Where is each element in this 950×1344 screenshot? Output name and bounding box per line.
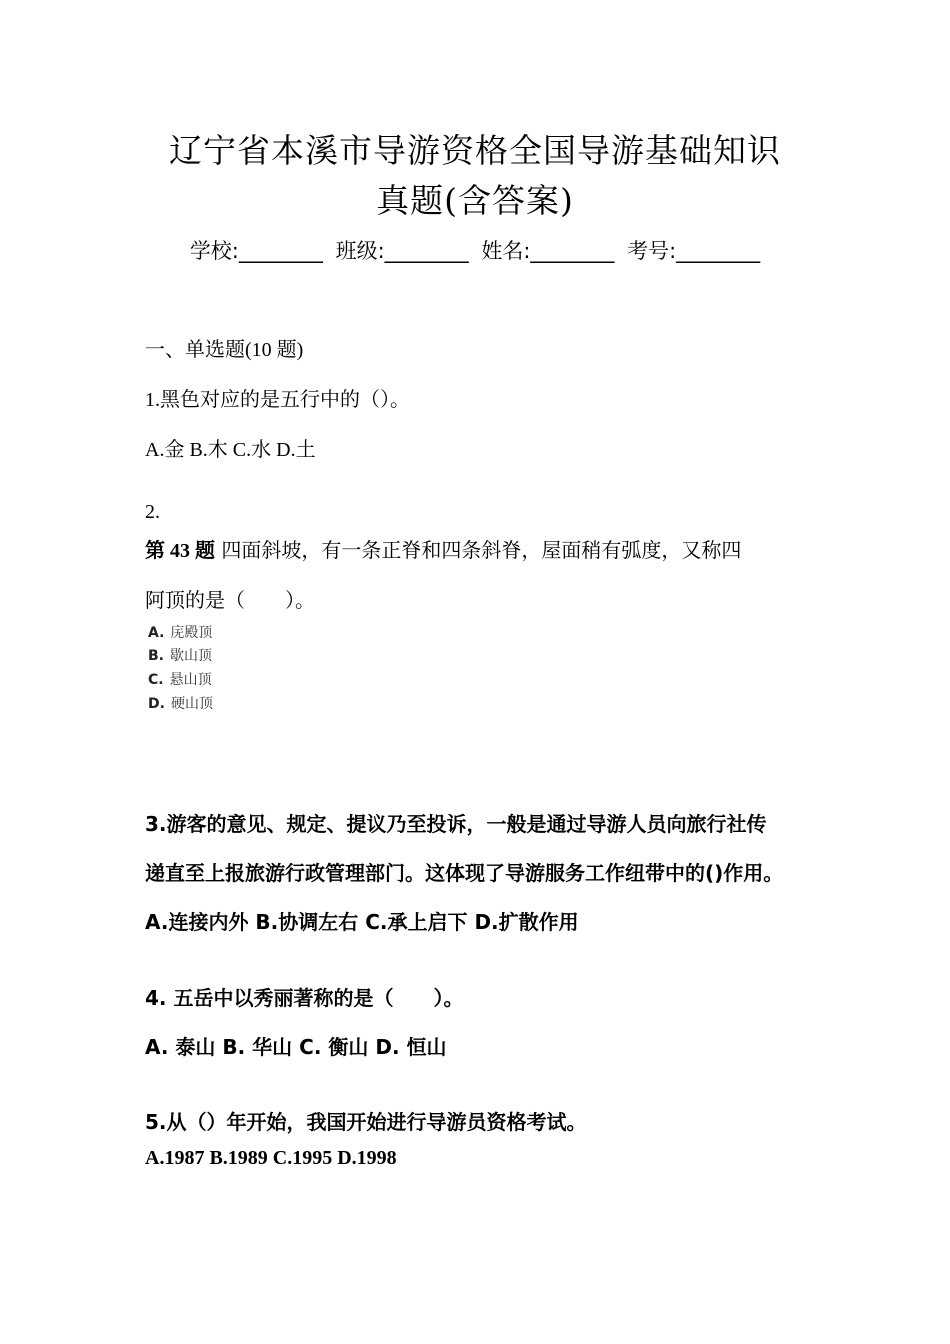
q2-option-d-letter: D. (148, 696, 165, 712)
q2-option-a-text: 庑殿顶 (170, 625, 213, 641)
q5-options: A.1987 B.1989 C.1995 D.1998 (145, 1147, 397, 1169)
q3-stem-line2: 递直至上报旅游行政管理部门。这体现了导游服务工作纽带中的()作用。 (145, 861, 784, 885)
q3-options: A.连接内外 B.协调左右 C.承上启下 D.扩散作用 (145, 910, 579, 934)
section-heading: 一、单选题(10 题) (145, 339, 304, 361)
q2-option-c-letter: C. (148, 672, 164, 688)
q1-stem: 1.黑色对应的是五行中的（）。 (145, 389, 410, 411)
school-field: 学校:________ (189, 239, 323, 263)
q2-option-d (148, 692, 213, 716)
q2-stem-text: 四面斜坡，有一条正脊和四条斜脊，屋面稍有弧度，又称四 (215, 538, 742, 562)
q2-option-c-text: 悬山顶 (169, 672, 212, 688)
document-title-line1: 辽宁省本溪市导游资格全国导游基础知识 (169, 131, 781, 170)
q2-prefix: 第 43 题 (145, 540, 215, 562)
student-info-row (0, 236, 950, 266)
q2-option-c (148, 668, 212, 692)
q5-stem: 5.从（）年开始，我国开始进行导游员资格考试。 (145, 1110, 587, 1134)
q4-options: A. 泰山 B. 华山 C. 衡山 D. 恒山 (145, 1035, 447, 1059)
q2-option-a (148, 621, 212, 645)
q2-stem-line1 (145, 536, 741, 565)
q2-number: 2. (145, 501, 160, 523)
q2-option-b (148, 644, 212, 668)
name-field: 姓名:________ (481, 239, 615, 263)
q4-stem: 4. 五岳中以秀丽著称的是（ ）。 (145, 986, 464, 1010)
q2-option-b-letter: B. (148, 648, 164, 664)
class-field: 班级:________ (335, 239, 469, 263)
q2-stem-line2: 阿顶的是（ ）。 (145, 588, 315, 612)
q2-option-a-letter: A. (148, 625, 165, 641)
q2-option-d-text: 硬山顶 (170, 696, 213, 712)
q2-option-b-text: 歇山顶 (170, 648, 212, 664)
document-title-line2: 真题(含答案) (376, 181, 574, 220)
q3-stem-line1: 3.游客的意见、规定、提议乃至投诉，一般是通过导游人员向旅行社传 (145, 812, 767, 836)
number-field: 考号:________ (627, 239, 761, 263)
q1-options: A.金 B.木 C.水 D.土 (145, 439, 316, 461)
